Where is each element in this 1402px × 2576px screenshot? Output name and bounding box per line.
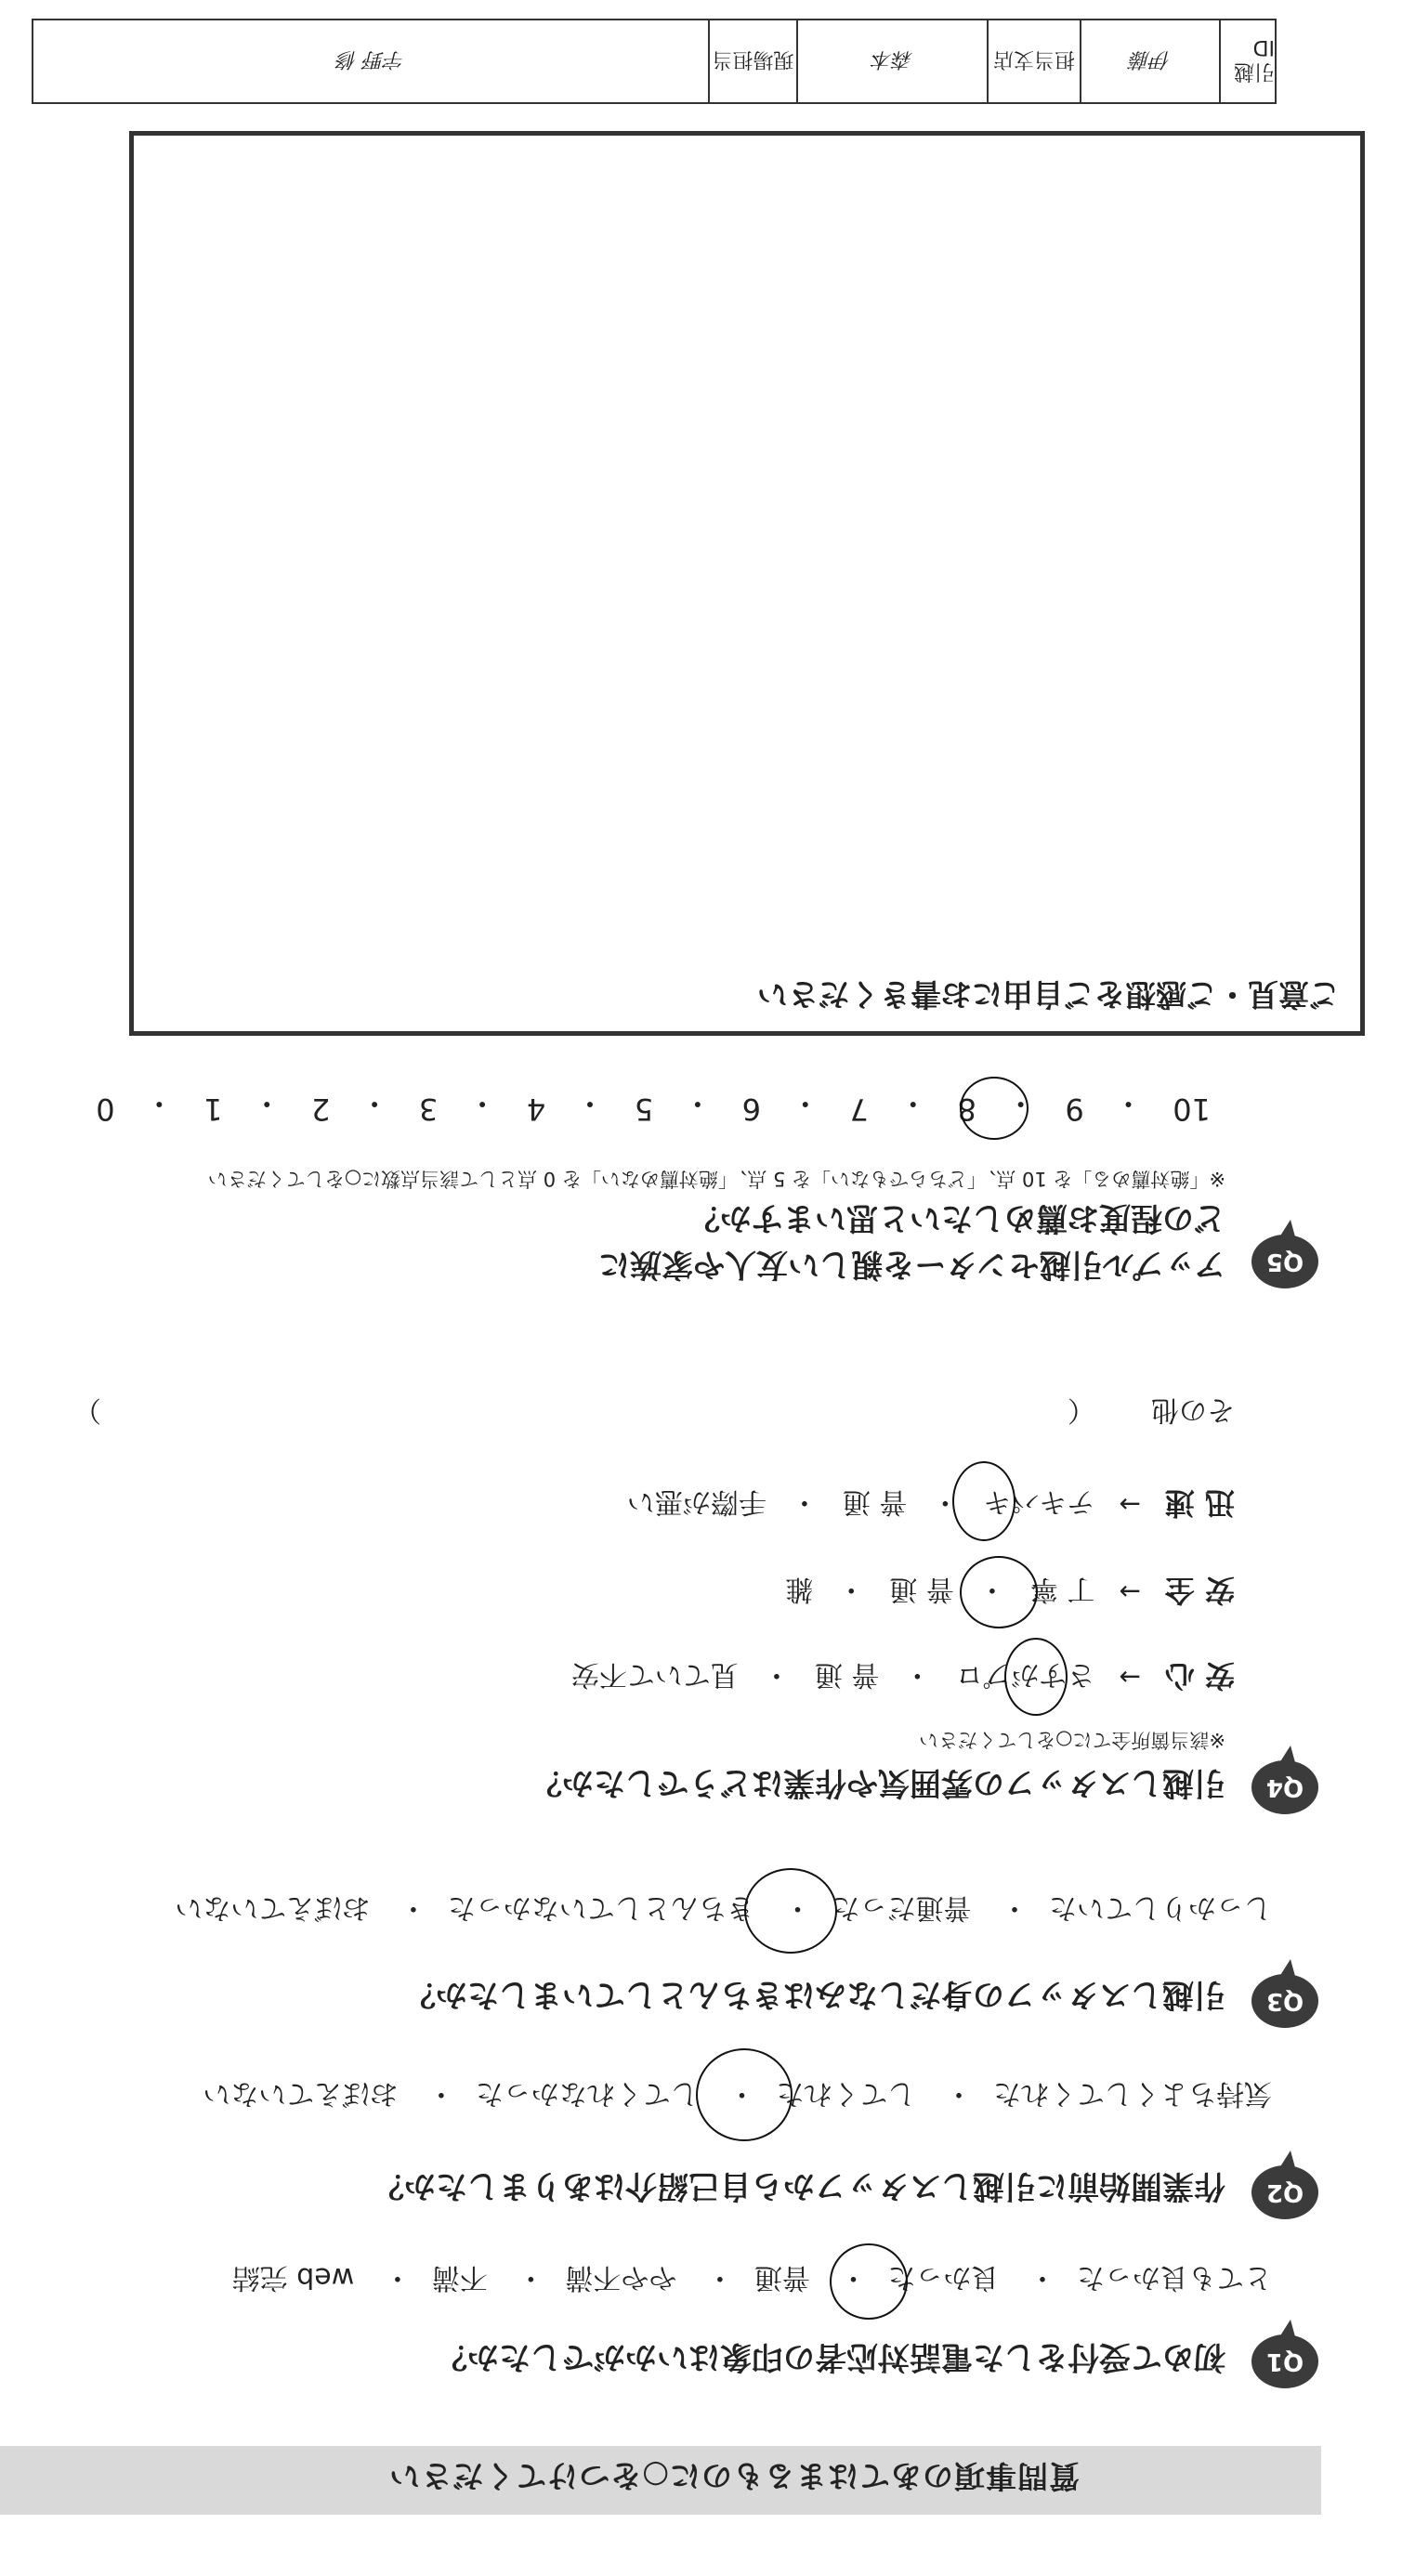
- q3-question: 引越しスタッフの身だしなみはきちんとしていましたか？: [404, 1976, 1225, 2013]
- q4-row-label: 安 心: [1164, 1658, 1235, 1693]
- q1-option[interactable]: やや不満: [565, 2261, 677, 2294]
- score-option[interactable]: 2: [311, 1092, 331, 1127]
- q4-row-jinsoku: 迅 速 → テキパキ ・ 普 通 ・ 手際が悪い: [627, 1484, 1235, 1526]
- q5-question-line2: どの程度お薦めしたいと思いますか？: [688, 1199, 1225, 1236]
- score-option-selected[interactable]: 8: [957, 1092, 976, 1127]
- handwritten-site-staff: 宇野 修: [336, 47, 405, 72]
- q3-badge: Q3: [1251, 1974, 1318, 2028]
- q1-answer-circle: [830, 2243, 908, 2320]
- q4-option[interactable]: 普 通: [814, 1658, 880, 1691]
- score-option[interactable]: 6: [741, 1092, 762, 1127]
- q3-options: しっかりしていた・ 普通だった・ きちんとしていなかった・ おぼえていない: [175, 1891, 1272, 1924]
- q2-option[interactable]: おぼえていない: [203, 2077, 399, 2110]
- q5-answer-circle: [960, 1077, 1029, 1140]
- instruction-text: 質問事項のあてはまるものに○をつけてください: [388, 2458, 1080, 2494]
- q4-other-close: ）: [73, 1393, 101, 1426]
- q4-row-label: 安 全: [1164, 1573, 1235, 1608]
- q4-row-label: 迅 速: [1164, 1485, 1235, 1521]
- q1-question: 初めて受付をした電話対応者の印象はいかがでしたか？: [436, 2338, 1225, 2375]
- q3-option-selected[interactable]: 普通だった: [832, 1891, 972, 1924]
- q4-anzen-circle: [960, 1556, 1038, 1628]
- q5-score-scale: 10 ・ 9 ・ 8 ・ 7 ・ 6 ・ 5 ・ 4 ・ 3 ・ 2 ・ 1 ・ 0: [96, 1086, 1211, 1127]
- q4-option-selected[interactable]: さすがプロ: [955, 1658, 1095, 1691]
- handwritten-move-id: 伊藤: [1080, 20, 1219, 102]
- q3-option[interactable]: おぼえていない: [175, 1891, 371, 1924]
- q2-badge: Q2: [1251, 2165, 1318, 2219]
- table-header-site-staff: 現場担当: [708, 20, 796, 102]
- handwritten-branch: 森本: [796, 20, 987, 102]
- score-option[interactable]: 3: [418, 1092, 439, 1127]
- q1-option[interactable]: 不満: [431, 2261, 488, 2294]
- q2-options: 気持ちよくしてくれた・ してくれた・ してくれなかった・ おぼえていない: [203, 2077, 1272, 2110]
- q4-option[interactable]: 普 通: [842, 1485, 908, 1518]
- q2-option-selected[interactable]: してくれた: [776, 2077, 916, 2110]
- arrow-icon: →: [1119, 1489, 1141, 1521]
- staff-table: [32, 19, 1277, 104]
- q2-answer-circle: [696, 2048, 793, 2141]
- q5-note: ※「絶対薦める」を 10 点、「どちらでもない」を 5 点、「絶対薦めない」を 0 点として該当点数に○をしてください: [207, 1168, 1225, 1190]
- q4-row-anzen: 安 全 → 丁 寧 ・ 普 通 ・ 雑: [785, 1571, 1235, 1614]
- q2-option[interactable]: してくれなかった: [475, 2077, 699, 2110]
- q1-option[interactable]: とても良かった: [1077, 2261, 1272, 2294]
- q2-option[interactable]: 気持ちよくしてくれた: [993, 2077, 1272, 2110]
- score-option[interactable]: 1: [203, 1092, 223, 1127]
- q4-option[interactable]: 見ていて不安: [570, 1658, 739, 1691]
- q4-option-selected[interactable]: テキパキ: [983, 1485, 1095, 1518]
- q4-row-anshin: 安 心 → さすがプロ ・ 普 通 ・ 見ていて不安: [571, 1656, 1235, 1699]
- score-option[interactable]: 10: [1173, 1092, 1211, 1127]
- q1-option-selected[interactable]: 良かった: [887, 2261, 1000, 2294]
- q4-jinsoku-circle: [952, 1461, 1015, 1541]
- q4-other-label: その他: [1151, 1393, 1235, 1426]
- q4-note: ※該当箇所全てに○をしてください: [919, 1729, 1225, 1751]
- q3-option[interactable]: しっかりしていた: [1049, 1891, 1272, 1924]
- comments-box[interactable]: [129, 131, 1365, 1036]
- score-option[interactable]: 4: [526, 1092, 546, 1127]
- arrow-icon: →: [1119, 1662, 1141, 1693]
- q1-option[interactable]: 普通: [753, 2261, 810, 2294]
- q1-option[interactable]: web 完結: [231, 2261, 355, 2294]
- q1-options: とても良かった・ 良かった・ 普通・ やや不満・ 不満・ web 完結: [231, 2261, 1272, 2294]
- comments-title: ご意見・ご感想をご自由にお書きください: [757, 976, 1340, 1013]
- q5-badge: Q5: [1251, 1235, 1318, 1288]
- q4-other-open: （: [1068, 1393, 1095, 1426]
- q4-anshin-circle: [1004, 1638, 1068, 1716]
- q4-option-selected[interactable]: 丁 寧: [1029, 1573, 1095, 1605]
- q1-badge: Q1: [1251, 2334, 1318, 2388]
- q4-question: 引越しスタッフの雰囲気や作業はどうでしたか？: [531, 1764, 1225, 1801]
- table-header-branch: 担当支店: [987, 20, 1080, 102]
- q2-question: 作業開始前に引越しスタッフから自己紹介はありましたか？: [373, 2167, 1225, 2204]
- instruction-banner: [0, 2446, 1321, 2515]
- q4-option[interactable]: 普 通: [889, 1573, 954, 1605]
- q3-answer-circle: [744, 1868, 837, 1954]
- q3-option[interactable]: きちんとしていなかった: [447, 1891, 754, 1924]
- arrow-icon: →: [1119, 1576, 1141, 1608]
- q4-option[interactable]: 雑: [785, 1573, 814, 1605]
- score-option[interactable]: 0: [96, 1092, 115, 1127]
- q4-option[interactable]: 手際が悪い: [626, 1485, 767, 1518]
- score-option[interactable]: 9: [1065, 1092, 1084, 1127]
- score-option[interactable]: 5: [634, 1092, 654, 1127]
- q4-badge: Q4: [1251, 1760, 1318, 1814]
- score-option[interactable]: 7: [849, 1092, 869, 1127]
- table-header-move-id: 引越 ID: [1219, 20, 1275, 102]
- q5-question-line1: アップル引越センターを親しい友人や家族に: [598, 1246, 1225, 1283]
